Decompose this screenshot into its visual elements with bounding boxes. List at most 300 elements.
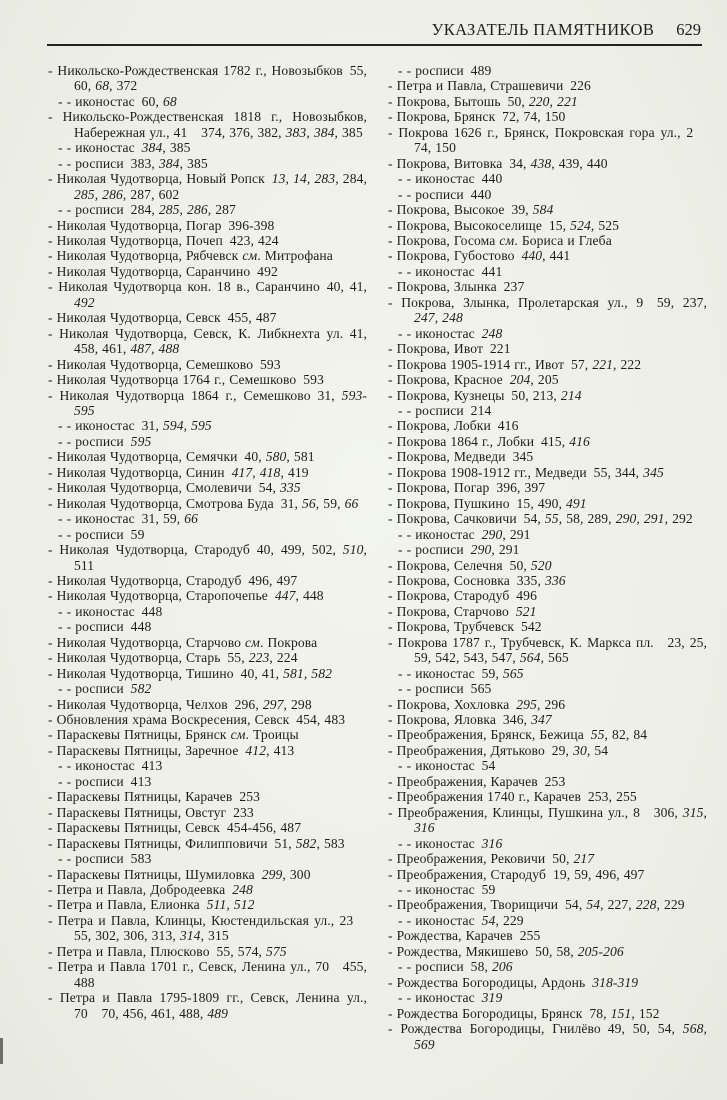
index-entry [388,326,707,341]
entry-text: - Покрова, Сачковичи 54, [388,511,545,527]
entry-text: - Николая Чудотворца, Старь 55, [48,650,249,666]
entry-text: - Покрова, Ивот 221 [388,341,511,357]
entry-text: - - иконостас 60, [58,93,163,109]
illustration-page-ref: 489 [207,1005,229,1021]
entry-text: - Николая Чудотворца кон. 18 в., Саранчино 40, 41, [48,279,367,295]
illustration-page-ref: 316 [481,835,503,851]
index-entry [388,496,707,511]
index-entry [48,913,367,944]
entry-text: - Покрова 1787 г., Трубчевск, К. Маркса пл. 23, 25, 59, 542, 543, 547, [388,634,707,666]
entry-text: , 300 [282,866,311,882]
entry-text: , 287 [207,202,236,218]
entry-text: , 291 [491,542,520,558]
illustration-page-ref: 438 [530,155,552,171]
index-entry [48,573,367,588]
index-entry [388,434,707,449]
index-entry [388,666,707,681]
illustration-page-ref: 247, 248 [414,310,463,326]
entry-text: - Параскевы Пятницы, Брянск [48,727,231,743]
entry-text: 284, [338,171,367,187]
index-entry [388,944,707,959]
illustration-page-ref: 315, 316 [414,804,707,836]
illustration-page-ref: 564 [519,650,541,666]
entry-text: - Параскевы Пятницы, Шумиловка [48,866,262,882]
scan-edge-artifact [0,1038,3,1064]
entry-text: , 581 [286,449,315,465]
index-entry [48,434,367,449]
illustration-page-ref: 565 [502,665,524,681]
entry-text: - Покрова 1908-1912 гг., Медведи 55, 344, [388,464,644,480]
index-entry [48,635,367,650]
entry-text: - Покрова, Губостово [388,248,522,264]
entry-text: - Покрова, Яловка 346, [388,712,532,728]
entry-text: - Покрова, Лобки 416 [388,418,519,434]
illustration-page-ref: 524 [570,217,591,233]
page-number: 629 [676,20,701,39]
entry-text: - Николая Чудотворца, Почеп 423, 424 [48,232,279,248]
illustration-page-ref: 319 [481,990,503,1006]
illustration-page-ref: 575 [266,943,287,959]
entry-text: - - иконостас [398,990,482,1006]
index-entry [48,959,367,990]
entry-text: , 385 [334,124,363,140]
entry-text: - - росписи 565 [398,681,492,697]
illustration-page-ref: 521 [515,603,537,619]
index-entry [388,697,707,712]
illustration-page-ref: 214 [560,387,582,403]
illustration-page-ref: 228 [635,897,657,913]
entry-text: - Покрова, Красное [388,372,510,388]
entry-text: - Николая Чудотворца, Саранчино 492 [48,263,278,279]
index-entry [388,867,707,882]
entry-text: , 82, 84 [604,727,648,743]
entry-text: - Параскевы Пятницы, Филипповичи 51, [48,835,296,851]
entry-text: - - иконостас 59, [398,665,503,681]
entry-text: - Рождества Богородицы, Брянск 78, [388,1005,611,1021]
illustration-page-ref: 511, 512 [206,897,255,913]
illustration-page-ref: 581, 582 [283,665,333,681]
illustration-page-ref: 568, 569 [414,1021,707,1052]
entry-text: - Петра и Павла 1795-1809 гг., Севск, Ленина ул., 70 70, 456, 461, 488, [48,990,367,1021]
index-entry [388,372,707,387]
index-entry [388,187,707,202]
entry-text: - Покрова, Высокоселище 15, [388,217,571,233]
entry-text: - Покрова, Погар 396, 397 [388,480,546,496]
entry-text: - Николая Чудотворца 1864 г., Семешково 31, [48,387,342,403]
entry-text: , 58, 289, [558,511,616,527]
entry-text: - - росписи 583 [58,851,152,867]
illustration-page-ref: 582 [130,681,152,697]
entry-text: , 227, [600,897,636,913]
entry-text: - - иконостас 31, [58,418,163,434]
illustration-page-ref: 66 [184,511,199,527]
index-entry [388,202,707,217]
index-entry [388,527,707,542]
illustration-page-ref: 447 [274,588,296,604]
entry-text: , 372 [109,78,138,94]
index-entry [48,388,367,419]
entry-text: - - иконостас 448 [58,603,163,619]
entry-text: - Николая Чудотворца, Рябчевск [48,248,243,264]
index-entry [48,511,367,526]
index-entry [48,542,367,573]
entry-text: . Митрофана [257,248,333,264]
index-entry [388,928,707,943]
index-entry [388,480,707,495]
index-entry [388,975,707,990]
index-entry [48,449,367,464]
entry-text: - - иконостас [398,835,482,851]
index-entry [388,913,707,928]
illustration-page-ref: см [230,727,246,743]
illustration-page-ref: 151 [610,1005,632,1021]
entry-text: - Николая Чудотворца, Смолевичи 54, [48,480,280,496]
entry-text: - - иконостас [398,325,482,341]
index-entry [48,140,367,155]
illustration-page-ref: 412 [245,742,267,758]
index-entry [388,542,707,557]
index-entry [48,264,367,279]
index-entry [48,820,367,835]
illustration-page-ref: 206 [491,959,513,975]
illustration-page-ref: 582 [295,835,317,851]
index-entry [48,480,367,495]
illustration-page-ref: 54 [481,912,496,928]
index-entry [388,449,707,464]
index-entry [388,619,707,634]
entry-text: - Рождества Богородицы, Ардонь [388,974,593,990]
entry-text: - - иконостас 413 [58,758,163,774]
index-entry [48,619,367,634]
entry-text: - Покрова, Медведи 345 [388,449,534,465]
illustration-page-ref: 220, 221 [528,93,578,109]
entry-text: , 419 [280,464,309,480]
entry-text: - Покрова, Бытошь 50, [388,93,529,109]
illustration-page-ref: см [242,248,258,264]
index-entry [388,94,707,109]
running-title: УКАЗАТЕЛЬ ПАМЯТНИКОВ [431,20,655,39]
entry-text: . Бориса и Глеба [514,232,612,248]
illustration-page-ref: 204 [509,372,531,388]
entry-text: - - росписи [58,681,131,697]
index-entry [48,805,367,820]
entry-text: , 511 [74,542,367,573]
entry-text: - Николая Чудотворца, Челхов 296, [48,696,263,712]
entry-text: , 224 [269,650,298,666]
entry-text: - Покрова, Витовка 34, [388,155,531,171]
entry-text: - Покрова, Госома [388,232,500,248]
entry-text: - Параскевы Пятницы, Овстуг 233 [48,804,254,820]
illustration-page-ref: см [245,634,260,650]
entry-text: - - иконостас [398,912,482,928]
index-entry [48,156,367,171]
illustration-page-ref: 416 [569,433,590,449]
index-entry [48,171,367,202]
entry-text: - - росписи 284, [58,202,159,218]
illustration-page-ref: 285, 286 [74,186,123,202]
index-entry [388,558,707,573]
illustration-page-ref: 68 [162,93,177,109]
index-entry [388,171,707,186]
index-body [48,63,707,1052]
entry-text: , 205 [530,372,559,388]
entry-text: - Параскевы Пятницы, Карачев 253 [48,789,261,805]
index-entry [48,202,367,217]
entry-text: , 229 [656,897,685,913]
entry-text: , 583 [316,835,345,851]
entry-text: - Петра и Павла, Плюсково 55, 574, [48,943,266,959]
index-entry [388,789,707,804]
index-entry [388,990,707,1005]
entry-text: - - иконостас [58,140,142,156]
entry-text: - Николая Чудотворца 1764 г., Семешково 593 [48,372,324,388]
index-entry [48,774,367,789]
index-entry [48,758,367,773]
index-entry [388,233,707,248]
index-entry [48,357,367,372]
illustration-page-ref: 54 [586,897,601,913]
index-entry [48,867,367,882]
illustration-page-ref: 510 [342,542,364,558]
index-entry [48,527,367,542]
index-entry [48,218,367,233]
entry-text: , 59, [315,495,345,511]
entry-text: - Покрова, Злынка, Пролетарская ул., 9 59, 237, [388,294,707,310]
index-entry [388,897,707,912]
illustration-page-ref: 335 [280,480,301,496]
index-entry [48,666,367,681]
entry-text: - Покрова, Высокое 39, [388,202,533,218]
entry-text: - Никольско-Рождественская 1782 г., Новозыбков 55, 60, [48,63,367,94]
illustration-page-ref: 68 [95,78,110,94]
illustration-page-ref: 318-319 [592,974,639,990]
index-entry [388,511,707,526]
index-entry [388,1021,707,1052]
entry-text: - Петра и Павла, Елионка [48,897,207,913]
illustration-page-ref: 56 [302,495,316,511]
entry-text: - - росписи 440 [398,186,492,202]
illustration-page-ref: 584 [532,202,554,218]
index-entry [388,727,707,742]
entry-text: - Николая Чудотворца, Тишино 40, 41, [48,665,284,681]
page-header [48,20,701,40]
illustration-page-ref: 593-595 [74,387,367,418]
illustration-page-ref: 13, 14, 283, [271,171,339,187]
entry-text: - Покрова 1626 г., Брянск, Покровская гора ул., 2 74, 150 [388,124,707,156]
index-entry [388,357,707,372]
index-entry [388,851,707,866]
entry-text: - Покрова, Хохловка [388,696,517,712]
illustration-page-ref: 417, 418 [231,464,281,480]
illustration-page-ref: 580 [265,449,287,465]
entry-text: - - иконостас 441 [398,263,503,279]
index-entry [388,635,707,666]
index-entry [48,897,367,912]
entry-text: - Николая Чудотворца, Старопочепье [48,588,275,604]
illustration-page-ref: 205-206 [577,943,624,959]
index-entry [48,465,367,480]
entry-text: - Преображения, Брянск, Бежица [388,727,591,743]
index-entry [48,990,367,1021]
entry-text: - Преображения, Творищичи 54, [388,897,587,913]
entry-text: , 229 [495,912,524,928]
entry-text: - Николая Чудотворца, Старчово [48,634,246,650]
entry-text: , 385 [179,155,208,171]
index-entry [48,882,367,897]
entry-text: - - росписи 214 [398,402,492,418]
illustration-page-ref: 217 [573,851,595,867]
index-entry [388,418,707,433]
index-entry [388,295,707,326]
index-entry [48,743,367,758]
entry-text: - - иконостас 31, 59, [58,511,185,527]
entry-text: - Николая Чудотворца, Стародуб 496, 497 [48,572,298,588]
illustration-page-ref: 248 [232,882,253,898]
entry-text: - Преображения, Дятьково 29, [388,742,574,758]
illustration-page-ref: 347 [531,712,552,728]
index-entry [388,882,707,897]
index-entry [388,805,707,836]
index-entry [388,573,707,588]
entry-text: , 296 [536,696,566,712]
entry-text: , 385 [162,140,191,156]
illustration-page-ref: 30 [573,742,587,758]
index-entry [388,774,707,789]
index-entry [48,279,367,310]
illustration-page-ref: 55 [544,511,559,527]
header-rule [47,44,702,46]
entry-text: . Покрова [259,634,318,650]
index-entry [48,109,367,140]
entry-text: - Преображения, Стародуб 19, 59, 496, 497 [388,866,645,882]
entry-text: - Покрова, Старчово [388,603,516,619]
illustration-page-ref: 487, 488 [130,341,180,357]
index-entry [388,388,707,403]
index-entry [48,372,367,387]
entry-text: - Преображения, Клинцы, Пушкина ул., 8 306, [388,804,683,820]
index-entry [48,712,367,727]
illustration-page-ref: 285, 286 [158,202,208,218]
entry-text: , 413 [266,742,295,758]
index-entry [388,63,707,78]
entry-text: - Покрова, Кузнецы 50, 213, [388,387,561,403]
index-entry [388,403,707,418]
index-entry [388,78,707,93]
index-entry [388,264,707,279]
index-entry [48,588,367,603]
entry-text: - Параскевы Пятницы, Севск 454-456, 487 [48,820,302,836]
entry-text: - Николая Чудотворца, Севск, К. Либкнехта ул. 41, 458, 461, [48,325,367,357]
entry-text: , 565 [540,650,569,666]
index-entry [388,465,707,480]
index-entry [48,789,367,804]
illustration-page-ref: 290, 291 [615,511,665,527]
index-entry [388,279,707,294]
index-entry [388,125,707,156]
index-entry [48,496,367,511]
entry-text: - Покрова, Селечня 50, [388,557,531,573]
illustration-page-ref: 297 [262,696,284,712]
illustration-page-ref: 520 [530,557,552,573]
entry-text: - Петра и Павла, Добродеевка [48,882,233,898]
index-entry [388,743,707,758]
entry-text: - Николая Чудотворца, Новый Ропск [48,171,272,187]
entry-text: , 287, 602 [122,186,180,202]
entry-text: - Рождества, Карачев 255 [388,928,541,944]
entry-text: , 448 [295,588,324,604]
index-entry [48,650,367,665]
index-entry [388,109,707,124]
index-entry [388,218,707,233]
illustration-page-ref: 440 [521,248,543,264]
illustration-page-ref: 314 [179,928,201,944]
entry-text: . Троицы [245,727,299,743]
illustration-page-ref: см [499,232,515,248]
entry-text: - Покрова, Брянск 72, 74, 150 [388,109,566,125]
entry-text: , 222 [613,356,642,372]
entry-text: - - иконостас 440 [398,171,503,187]
entry-text: - Преображения, Карачев 253 [388,773,566,789]
illustration-page-ref: 491 [566,495,587,511]
entry-text: - Николая Чудотворца, Семешково 593 [48,356,281,372]
index-entry [388,588,707,603]
entry-text: - Обновления храма Воскресения, Севск 454, 483 [48,712,346,728]
entry-text: , 54 [586,742,609,758]
illustration-page-ref: 248 [481,325,503,341]
illustration-page-ref: 55 [590,727,605,743]
illustration-page-ref: 595 [130,433,152,449]
index-entry [388,248,707,263]
entry-text: , 525 [590,217,620,233]
index-entry [388,341,707,356]
entry-text: - - росписи 58, [398,959,492,975]
entry-text: - Никольско-Рождественская 1818 г., Новозыбков, Набережная ул., 41 374, 376, 382, [48,109,367,140]
index-entry [388,758,707,773]
entry-text: - Николая Чудотворца, Севск 455, 487 [48,310,277,326]
illustration-page-ref: 290 [481,526,503,542]
entry-text: - - росписи 448 [58,619,152,635]
index-entry [388,604,707,619]
entry-text: - Петра и Павла, Клинцы, Кюстендильская ул., 23 55, 302, 306, 313, [48,912,367,944]
entry-text: , 315 [200,928,229,944]
index-entry [388,836,707,851]
entry-text: - Покрова, Пушкино 15, 490, [388,495,567,511]
entry-text: - Рождества, Мякишево 50, 58, [388,943,578,959]
entry-text: - Покрова, Стародуб 496 [388,588,537,604]
entry-text: - - росписи 383, [58,155,159,171]
index-entry [48,326,367,357]
entry-text: - - росписи [58,433,131,449]
entry-text: - Петра и Павла 1701 г., Севск, Ленина ул., 70 455, 488 [48,959,367,990]
illustration-page-ref: 221 [592,356,614,372]
index-entry [388,1006,707,1021]
illustration-page-ref: 345 [643,464,664,480]
illustration-page-ref: 66 [344,495,359,511]
index-entry [48,94,367,109]
entry-text: - Рождества Богородицы, Гнилёво 49, 50, 54, [388,1021,683,1037]
entry-text: - Николая Чудотворца, Стародуб 40, 499, 502, [48,542,343,558]
illustration-page-ref: 299 [261,866,283,882]
illustration-page-ref: 383, 384 [285,124,335,140]
entry-text: - - росписи 59 [58,526,145,542]
entry-text: - Покрова, Трубчевск 542 [388,619,542,635]
entry-text: , 439, 440 [551,155,608,171]
entry-text: - - иконостас 54 [398,758,496,774]
illustration-page-ref: 336 [544,572,566,588]
entry-text: - - иконостас [398,526,482,542]
entry-text: , 292 [664,511,693,527]
illustration-page-ref: 290 [470,542,492,558]
